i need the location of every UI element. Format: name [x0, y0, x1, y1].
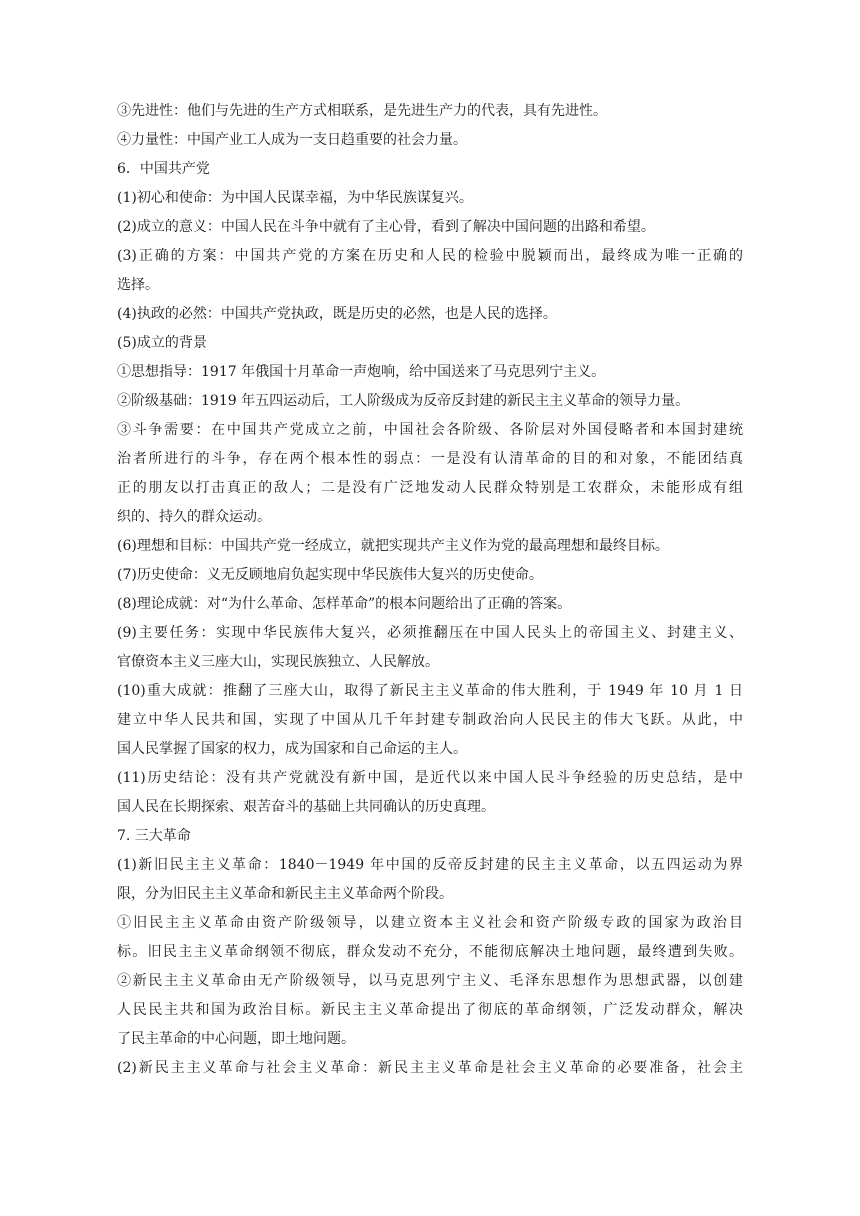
text-line: 官僚资本主义三座大山，实现民族独立、人民解放。: [117, 654, 439, 670]
text-line: (8)理论成就：对“为什么革命、怎样革命”的根本问题给出了正确的答案。: [117, 596, 572, 612]
text-line: 治者所进行的斗争，存在两个根本性的弱点：一是没有认清革命的目的和对象，不能团结真: [117, 451, 743, 467]
text-line: 人民民主共和国为政治目标。新民主主义革命提出了彻底的革命纲领，广泛发动群众，解决: [117, 1002, 743, 1018]
text-line: ①旧民主主义革命由资产阶级领导，以建立资本主义社会和资产阶级专政的国家为政治目: [117, 915, 743, 931]
text-line: (1)初心和使命：为中国人民谋幸福，为中华民族谋复兴。: [117, 190, 473, 206]
text-line: ②新民主主义革命由无产阶级领导，以马克思列宁主义、毛泽东思想作为思想武器，以创建: [117, 973, 743, 989]
text-line: 建立中华人民共和国，实现了中国从几千年封建专制政治向人民民主的伟大飞跃。从此，中: [117, 712, 743, 728]
text-line: (5)成立的背景: [117, 335, 207, 351]
text-line: 标。旧民主主义革命纲领不彻底，群众发动不充分，不能彻底解决土地问题，最终遭到失败。: [117, 944, 743, 960]
text-line: 国人民掌握了国家的权力，成为国家和自己命运的主人。: [117, 741, 467, 757]
text-line: (4)执政的必然：中国共产党执政，既是历史的必然，也是人民的选择。: [117, 306, 557, 322]
text-line: (10)重大成就：推翻了三座大山，取得了新民主主义革命的伟大胜利，于 1949 年 10 月 1 日: [117, 683, 743, 699]
text-line: ③先进性：他们与先进的生产方式相联系，是先进生产力的代表，具有先进性。: [117, 103, 607, 119]
text-line: ③斗争需要：在中国共产党成立之前，中国社会各阶级、各阶层对外国侵略者和本国封建统: [117, 422, 743, 438]
text-line: (9)主要任务：实现中华民族伟大复兴，必须推翻压在中国人民头上的帝国主义、封建主义、: [117, 625, 743, 641]
text-line: ④力量性：中国产业工人成为一支日趋重要的社会力量。: [117, 132, 467, 148]
text-line: 织的、持久的群众运动。: [117, 509, 271, 525]
text-line: (2)新民主主义革命与社会主义革命：新民主主义革命是社会主义革命的必要准备，社会主: [117, 1060, 743, 1076]
text-line: ①思想指导：1917 年俄国十月革命一声炮响，给中国送来了马克思列宁主义。: [117, 364, 606, 380]
text-line: 了民主革命的中心问题，即土地问题。: [117, 1031, 355, 1047]
text-line: 选择。: [117, 277, 159, 293]
text-line: 国人民在长期探索、艰苦奋斗的基础上共同确认的历史真理。: [117, 799, 495, 815]
text-line: (3)正确的方案：中国共产党的方案在历史和人民的检验中脱颖而出，最终成为唯一正确的: [117, 248, 743, 264]
text-line: 7. 三大革命: [117, 828, 191, 844]
text-line: 正的朋友以打击真正的敌人；二是没有广泛地发动人民群众特别是工农群众，未能形成有组: [117, 480, 743, 496]
text-line: 6．中国共产党: [117, 161, 210, 177]
text-line: ②阶级基础：1919 年五四运动后，工人阶级成为反帝反封建的新民主主义革命的领导力量。: [117, 393, 690, 409]
text-line: (7)历史使命：义无反顾地肩负起实现中华民族伟大复兴的历史使命。: [117, 567, 543, 583]
text-line: (1)新旧民主主义革命：1840－1949 年中国的反帝反封建的民主主义革命，以五四运动为界: [117, 857, 743, 873]
text-line: (6)理想和目标：中国共产党一经成立，就把实现共产主义作为党的最高理想和最终目标。: [117, 538, 669, 554]
text-line: (2)成立的意义：中国人民在斗争中就有了主心骨，看到了解决中国问题的出路和希望。: [117, 219, 655, 235]
text-line: 限，分为旧民主主义革命和新民主主义革命两个阶段。: [117, 886, 453, 902]
text-line: (11)历史结论：没有共产党就没有新中国，是近代以来中国人民斗争经验的历史总结，是中: [117, 770, 743, 786]
document-page: [117, 97, 743, 1083]
